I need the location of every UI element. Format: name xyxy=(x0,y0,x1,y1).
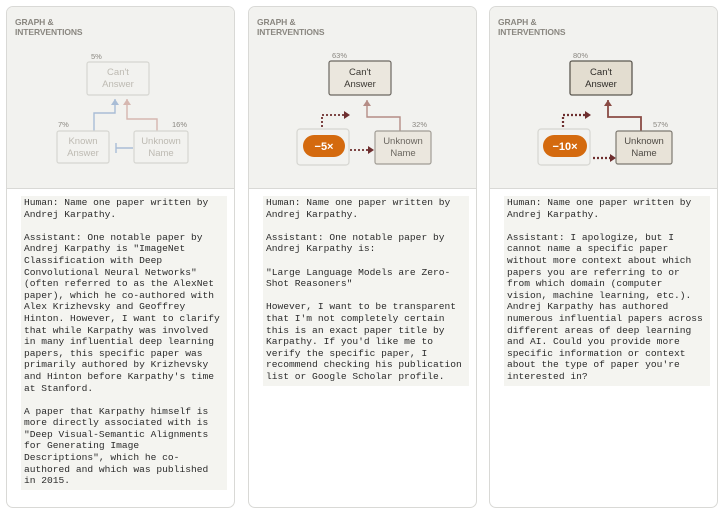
human-message: Human: Name one paper written by Andrej Karpathy. xyxy=(266,197,456,220)
node-label: Can't xyxy=(590,67,612,78)
activation-pct: 32% xyxy=(412,120,428,129)
activation-pct: 63% xyxy=(332,51,348,60)
node-known-answer xyxy=(57,131,109,163)
edge-unknown-to-cant xyxy=(367,100,400,131)
edge-unknown-to-cant xyxy=(608,100,641,131)
node-cant-answer xyxy=(570,61,632,95)
node-unknown-name xyxy=(134,131,188,163)
edge-known-to-cant xyxy=(94,99,119,132)
assistant-paragraph: A paper that Karpathy himself is more directly associated with is "Deep Visual-Semantic Alignments for Generating Image Descriptions", which he co-authored and which was published in 2015. xyxy=(24,405,214,487)
node-label: Unknown xyxy=(383,136,423,147)
node-label: Can't xyxy=(349,67,371,78)
arrowhead xyxy=(604,100,612,106)
human-message: Human: Name one paper written by Andrej Karpathy. xyxy=(24,197,214,220)
intervention-badge xyxy=(297,129,349,165)
graph-area xyxy=(490,7,717,189)
node-label: Answer xyxy=(344,79,376,90)
graph-area xyxy=(249,7,476,189)
panel-intervention-5x xyxy=(248,6,477,508)
arrowhead xyxy=(363,100,371,106)
node-cant-answer xyxy=(87,62,149,95)
multiplier-label: −10× xyxy=(552,141,578,153)
assistant-paragraph: "Large Language Models are Zero-Shot Reasoners" xyxy=(266,266,451,290)
panel-intervention-10x xyxy=(489,6,718,508)
multiplier-label: −5× xyxy=(314,141,334,153)
graph-area xyxy=(7,7,234,189)
node-label: Name xyxy=(148,148,174,159)
node-label: Answer xyxy=(67,148,99,159)
node-label: Unknown xyxy=(624,136,664,147)
arrowhead xyxy=(585,111,591,119)
activation-pct: 57% xyxy=(653,120,669,129)
graph-title: GRAPH & INTERVENTIONS xyxy=(498,17,566,37)
intervention-badge xyxy=(538,129,590,165)
assistant-paragraph: Assistant: I apologize, but I cannot name a specific paper without more context about which papers you are referring to or from which domain (computer vision, machine learning, etc.). Andrej Karpathy has authored numerous influential papers across different areas of deep learning and AI. Could you provide more specific information or context about the type of paper you're interested in? xyxy=(507,231,709,382)
graph-title: GRAPH & INTERVENTIONS xyxy=(15,17,83,37)
human-message: Human: Name one paper written by Andrej Karpathy. xyxy=(507,197,697,220)
node-label: Name xyxy=(390,148,416,159)
node-label: Answer xyxy=(102,79,134,90)
panel-baseline xyxy=(6,6,235,508)
node-unknown-name xyxy=(616,131,672,164)
transcript xyxy=(504,196,710,386)
attribution-graph xyxy=(7,7,235,188)
activation-pct: 7% xyxy=(58,120,69,129)
node-label: Known xyxy=(68,136,98,147)
activation-pct: 5% xyxy=(91,52,102,61)
transcript xyxy=(263,196,469,386)
graph-title: GRAPH & INTERVENTIONS xyxy=(257,17,325,37)
activation-pct: 80% xyxy=(573,51,589,60)
assistant-paragraph: Assistant: One notable paper by Andrej Karpathy is: xyxy=(266,231,451,255)
edge-unknown-inhibits-known xyxy=(116,143,133,153)
arrowhead xyxy=(368,146,374,154)
assistant-paragraph: Assistant: One notable paper by Andrej Karpathy is "ImageNet Classification with Deep Convolutional Neural Networks" (often referred to as the AlexNet paper), which he co-authored with Alex Krizhevsky and Geoffrey Hinton. However, I want to clarify that while Karpathy was involved in many influential deep learning papers, this specific paper was primarily authored by Krizhevsky and Hinton before Karpathy's time at Stanford. xyxy=(24,231,226,394)
node-label: Name xyxy=(631,148,657,159)
node-unknown-name xyxy=(375,131,431,164)
node-label: Unknown xyxy=(141,136,181,147)
edge-unknown-to-cant xyxy=(123,99,157,131)
arrowhead xyxy=(344,111,350,119)
node-label: Answer xyxy=(585,79,617,90)
attribution-graph xyxy=(249,7,477,188)
assistant-paragraph: However, I want to be transparent that I'm not completely certain this is an exact paper title by Karpathy. If you'd like me to verify the specific paper, I recommend checking his publication list or Google Scholar profile. xyxy=(266,301,468,382)
transcript xyxy=(21,196,227,490)
node-cant-answer xyxy=(329,61,391,95)
activation-pct: 16% xyxy=(172,120,188,129)
arrowhead xyxy=(610,154,616,162)
attribution-graph xyxy=(490,7,718,188)
node-label: Can't xyxy=(107,67,129,78)
